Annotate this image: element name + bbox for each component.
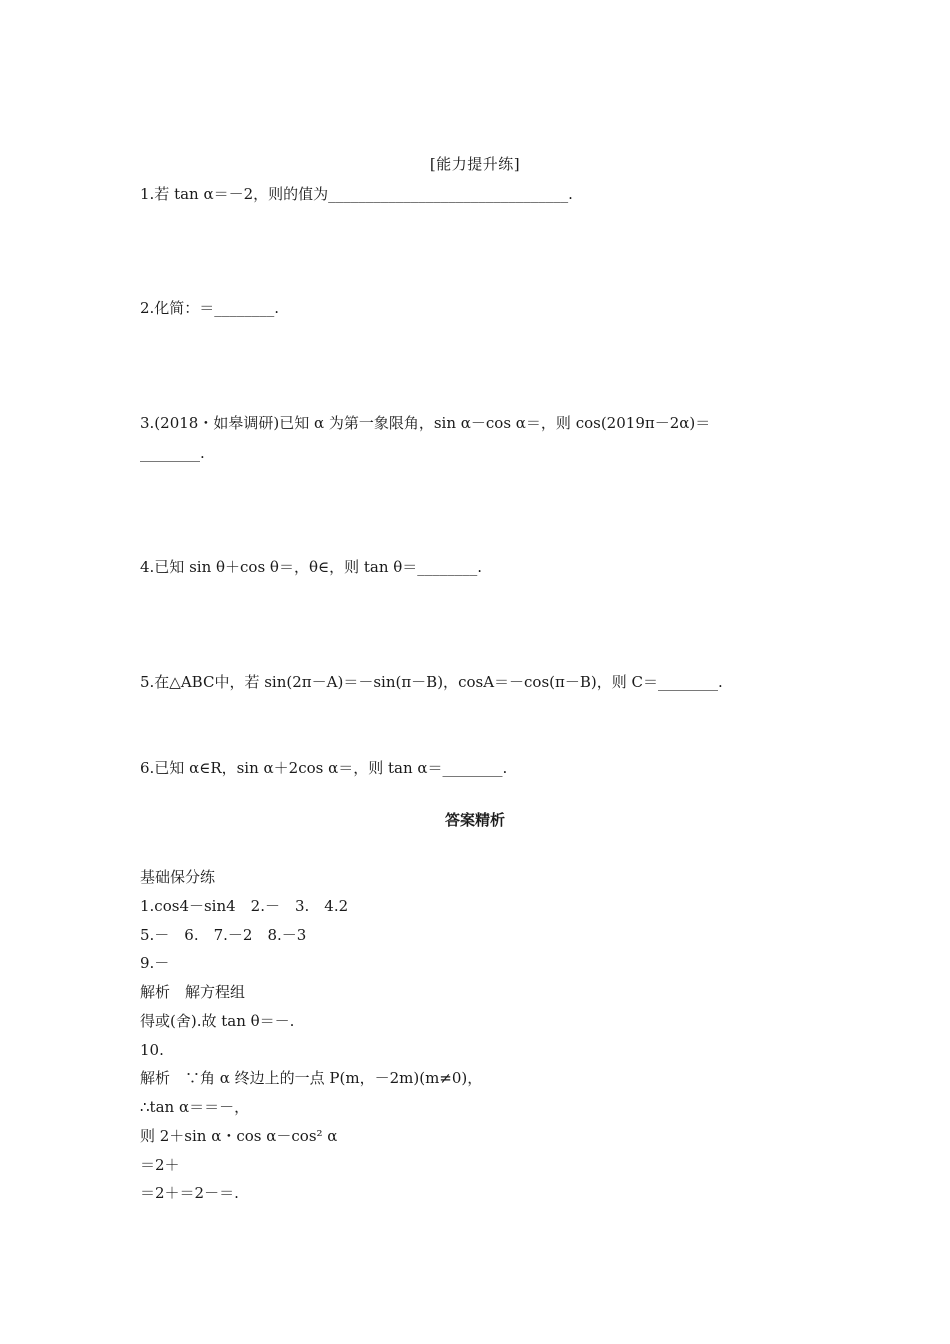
answer-line: 1.cos4－sin4 2.－ 3. 4.2	[140, 897, 349, 915]
answer-line: 基础保分练	[140, 868, 216, 886]
section-title: [能力提升练]	[429, 155, 521, 173]
question-1: 1.若 tan α＝－2，则的值为________________________________.	[140, 185, 573, 203]
answer-line: 5.－ 6. 7.－2 8.－3	[140, 926, 307, 944]
question-2: 2.化简：＝________.	[140, 299, 280, 317]
answers-title: 答案精析	[444, 811, 505, 829]
answer-line: ＝2＋＝2－＝.	[140, 1184, 239, 1202]
question-6: 6.已知 α∈R，sin α＋2cos α＝，则 tan α＝________.	[140, 759, 508, 777]
answer-line: 解析 解方程组	[140, 983, 246, 1001]
answer-line: 9.－	[140, 954, 170, 972]
question-3: 3.(2018・如皋调研)已知 α 为第一象限角，sin α－cos α＝，则 cos(2019π－2α)＝	[140, 414, 711, 432]
answer-line: 10.	[140, 1041, 164, 1059]
answer-line: 解析 ∵角 α 终边上的一点 P(m，－2m)(m≠0)，	[140, 1069, 483, 1087]
question-4: 4.已知 sin θ＋cos θ＝，θ∈，则 tan θ＝________.	[140, 558, 483, 576]
answer-line: 得或(舍).故 tan θ＝－.	[140, 1012, 295, 1030]
question-5: 5.在△ABC中，若 sin(2π－A)＝－sin(π－B)，cosA＝－cos(π－B)，则 C＝________.	[140, 673, 723, 691]
answer-line: ∴tan α＝＝－，	[140, 1098, 250, 1116]
answer-line: 则 2＋sin α・cos α－cos² α	[140, 1127, 338, 1145]
question-3-blank: ________.	[140, 444, 205, 462]
answer-line: ＝2＋	[140, 1156, 180, 1174]
